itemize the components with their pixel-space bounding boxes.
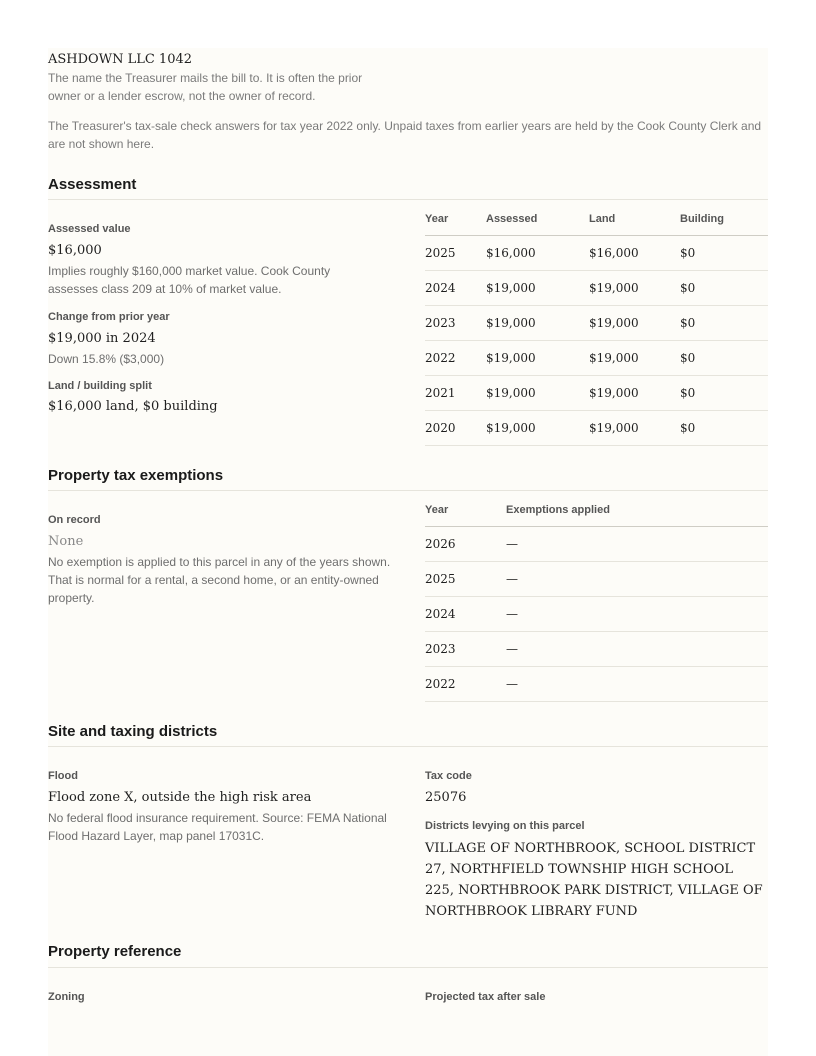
table-row <box>425 597 768 632</box>
cell-building: $0 <box>680 341 768 376</box>
cell-land: $19,000 <box>589 341 680 376</box>
cell-year: 2025 <box>425 562 506 597</box>
cell-building: $0 <box>680 236 768 271</box>
cell-building: $0 <box>680 411 768 446</box>
cell-exemptions: — <box>506 597 768 632</box>
exemptions-divider <box>48 490 768 491</box>
table-row <box>425 667 768 702</box>
assessed-value-label: Assessed value <box>48 223 131 235</box>
cell-land: $19,000 <box>589 376 680 411</box>
cell-land: $16,000 <box>589 236 680 271</box>
cell-assessed: $19,000 <box>486 271 589 306</box>
cell-year: 2023 <box>425 306 486 341</box>
tax-code-value: 25076 <box>425 790 467 805</box>
table-row <box>425 341 768 376</box>
table-row <box>425 376 768 411</box>
change-label: Change from prior year <box>48 311 170 323</box>
cell-year: 2020 <box>425 411 486 446</box>
table-row <box>425 411 768 446</box>
cell-building: $0 <box>680 376 768 411</box>
cell-year: 2026 <box>425 527 506 562</box>
cell-year: 2024 <box>425 271 486 306</box>
parcel-report <box>48 48 768 1056</box>
split-label: Land / building split <box>48 380 152 392</box>
table-row <box>425 236 768 271</box>
col-land: Land <box>589 202 680 236</box>
table-header-row <box>425 493 768 527</box>
cell-land: $19,000 <box>589 271 680 306</box>
reference-heading: Property reference <box>48 943 182 960</box>
cell-year: 2022 <box>425 341 486 376</box>
exemptions-table <box>425 493 768 702</box>
districts-label: Districts levying on this parcel <box>425 820 585 832</box>
col-year: Year <box>425 202 486 236</box>
table-row <box>425 527 768 562</box>
cell-year: 2021 <box>425 376 486 411</box>
site-heading: Site and taxing districts <box>48 723 218 740</box>
table-row <box>425 632 768 667</box>
site-divider <box>48 746 768 747</box>
districts-value: VILLAGE OF NORTHBROOK, SCHOOL DISTRICT 27, NORTHFIELD TOWNSHIP HIGH SCHOOL 225, NORTHBROOK PARK DISTRICT, VILLAGE OF NORTHBROOK LIBRARY FUND <box>425 841 763 919</box>
mailing-name: ASHDOWN LLC 1042 <box>48 52 193 67</box>
cell-exemptions: — <box>506 562 768 597</box>
cell-land: $19,000 <box>589 411 680 446</box>
cell-building: $0 <box>680 306 768 341</box>
reference-divider <box>48 967 768 968</box>
cell-exemptions: — <box>506 667 768 702</box>
cell-year: 2024 <box>425 597 506 632</box>
cell-assessed: $19,000 <box>486 411 589 446</box>
col-exemptions: Exemptions applied <box>506 493 768 527</box>
table-row <box>425 306 768 341</box>
zoning-label: Zoning <box>48 991 85 1003</box>
tax-sale-note: The Treasurer's tax-sale check answers for tax year 2022 only. Unpaid taxes from earlier years are held by the Cook County Clerk and are not shown here. <box>48 119 762 151</box>
change-note: Down 15.8% ($3,000) <box>48 352 165 366</box>
assessed-value: $16,000 <box>48 243 102 258</box>
tax-code-label: Tax code <box>425 770 472 782</box>
cell-year: 2022 <box>425 667 506 702</box>
cell-assessed: $19,000 <box>486 306 589 341</box>
on-record-label: On record <box>48 514 101 526</box>
assessment-divider <box>48 199 768 200</box>
mailing-name-note: The name the Treasurer mails the bill to. It is often the prior owner or a lender escrow, not the owner of record. <box>48 71 363 103</box>
on-record-value: None <box>48 534 84 549</box>
col-building: Building <box>680 202 768 236</box>
col-year: Year <box>425 493 506 527</box>
projected-tax-label: Projected tax after sale <box>425 991 546 1003</box>
cell-land: $19,000 <box>589 306 680 341</box>
flood-label: Flood <box>48 770 78 782</box>
change-value: $19,000 in 2024 <box>48 331 156 346</box>
col-assessed: Assessed <box>486 202 589 236</box>
exemptions-heading: Property tax exemptions <box>48 467 224 484</box>
cell-building: $0 <box>680 271 768 306</box>
cell-exemptions: — <box>506 632 768 667</box>
table-header-row <box>425 202 768 236</box>
cell-assessed: $16,000 <box>486 236 589 271</box>
on-record-note: No exemption is applied to this parcel in any of the years shown. That is normal for a rental, a second home, or an entity-owned property. <box>48 555 391 605</box>
table-row <box>425 562 768 597</box>
assessed-value-note: Implies roughly $160,000 market value. Cook County assesses class 209 at 10% of market value. <box>48 264 331 296</box>
table-row <box>425 271 768 306</box>
cell-assessed: $19,000 <box>486 376 589 411</box>
split-value: $16,000 land, $0 building <box>48 399 218 414</box>
cell-year: 2025 <box>425 236 486 271</box>
flood-note: No federal flood insurance requirement. Source: FEMA National Flood Hazard Layer, map panel 17031C. <box>48 811 387 843</box>
assessment-table <box>425 202 768 446</box>
assessment-heading: Assessment <box>48 176 137 193</box>
cell-year: 2023 <box>425 632 506 667</box>
cell-exemptions: — <box>506 527 768 562</box>
flood-value: Flood zone X, outside the high risk area <box>48 790 312 805</box>
cell-assessed: $19,000 <box>486 341 589 376</box>
